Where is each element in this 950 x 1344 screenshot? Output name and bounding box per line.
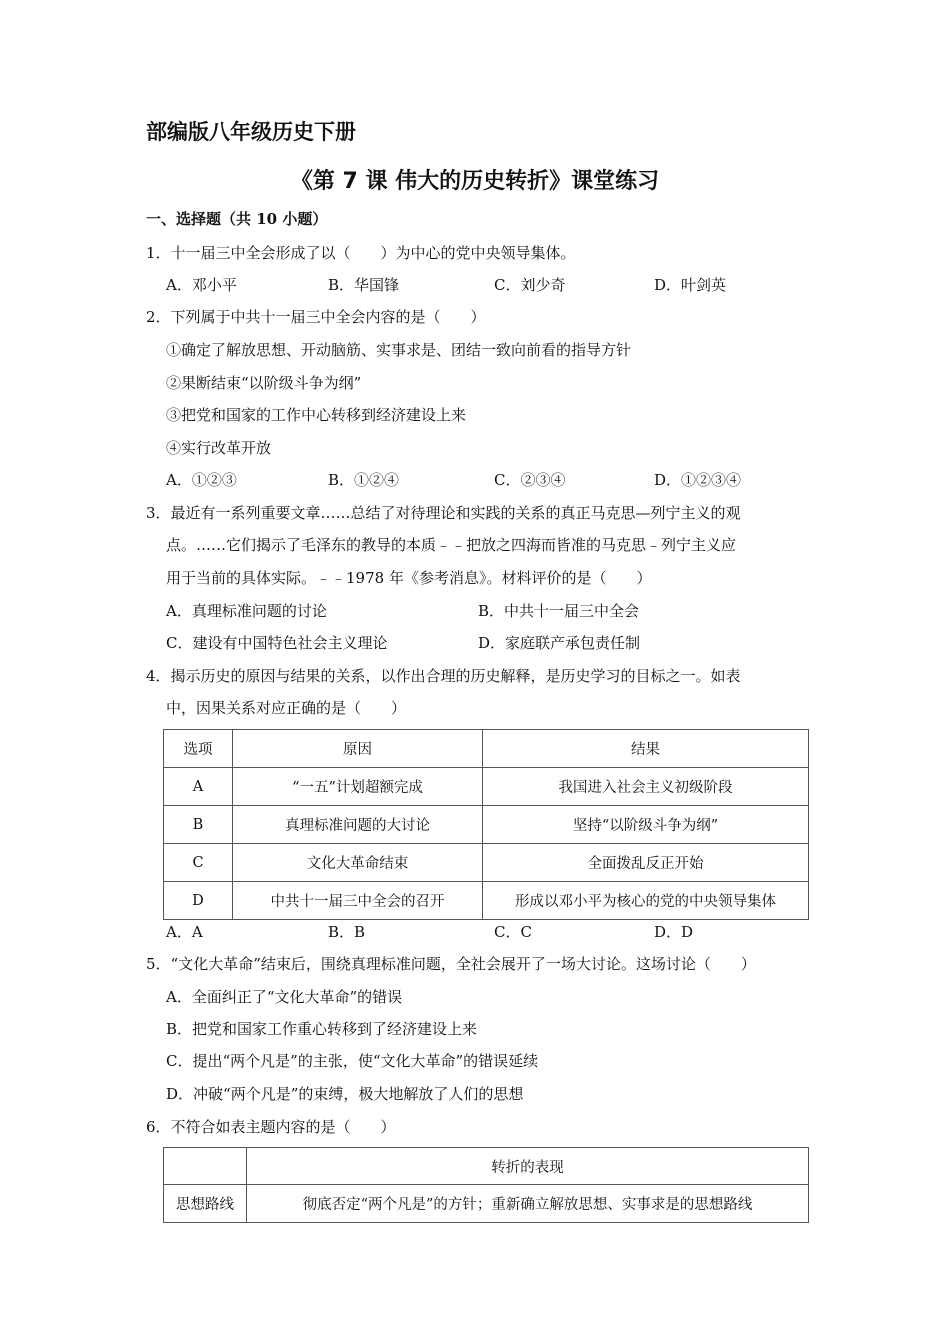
q5-option-d: D．冲破“两个凡是”的束缚，极大地解放了人们的思想 bbox=[166, 1085, 524, 1103]
q4-table-header-row bbox=[164, 730, 809, 768]
table-row bbox=[164, 806, 809, 844]
q4-cell-result: 我国进入社会主义初级阶段 bbox=[483, 768, 809, 806]
q4-cell-cause: 文化大革命结束 bbox=[233, 844, 483, 882]
q3-stem-line-3: 用于当前的具体实际。﹣﹣1978 年《参考消息》。材料评价的是（ ） bbox=[166, 569, 652, 587]
q3-stem-line-1: 3．最近有一系列重要文章……总结了对待理论和实践的关系的真正马克思—列宁主义的观 bbox=[146, 504, 741, 522]
q2-stem: 2．下列属于中共十一届三中全会内容的是（ ） bbox=[146, 308, 486, 326]
q4-header-cause: 原因 bbox=[233, 730, 483, 768]
q4-cell-option: C bbox=[164, 844, 233, 882]
q4-cell-option: B bbox=[164, 806, 233, 844]
q4-cell-result: 形成以邓小平为核心的党的中央领导集体 bbox=[483, 882, 809, 920]
q4-header-result: 结果 bbox=[483, 730, 809, 768]
q4-option-c: C．C bbox=[494, 923, 532, 941]
q4-cell-cause: 中共十一届三中全会的召开 bbox=[233, 882, 483, 920]
q1-option-a: A．邓小平 bbox=[166, 276, 237, 294]
q2-item-1: ①确定了解放思想、开动脑筋、实事求是、团结一致向前看的指导方针 bbox=[166, 341, 632, 359]
q5-option-c: C．提出“两个凡是”的主张，使“文化大革命”的错误延续 bbox=[166, 1052, 539, 1070]
q2-item-2: ②果断结束“以阶级斗争为纲” bbox=[166, 374, 362, 392]
q6-cell-topic: 思想路线 bbox=[164, 1185, 247, 1223]
table-row bbox=[164, 844, 809, 882]
q1-stem: 1．十一届三中全会形成了以（ ）为中心的党中央领导集体。 bbox=[146, 244, 576, 262]
q5-option-b: B．把党和国家工作重心转移到了经济建设上来 bbox=[166, 1020, 478, 1038]
q4-cell-option: A bbox=[164, 768, 233, 806]
q6-table bbox=[163, 1147, 809, 1223]
q2-item-3: ③把党和国家的工作中心转移到经济建设上来 bbox=[166, 406, 467, 424]
q4-stem-line-1: 4．揭示历史的原因与结果的关系，以作出合理的历史解释，是历史学习的目标之一。如表 bbox=[146, 667, 741, 685]
q1-option-b: B．华国锋 bbox=[328, 276, 400, 294]
table-row bbox=[164, 768, 809, 806]
book-title: 部编版八年级历史下册 bbox=[146, 120, 356, 144]
q5-stem: 5．“文化大革命”结束后，围绕真理标准问题，全社会展开了一场大讨论。这场讨论（ ） bbox=[146, 955, 756, 973]
q3-option-c: C．建设有中国特色社会主义理论 bbox=[166, 634, 388, 652]
q6-cell-content: 彻底否定“两个凡是”的方针；重新确立解放思想、实事求是的思想路线 bbox=[247, 1185, 809, 1223]
q2-option-d: D．①②③④ bbox=[654, 471, 742, 489]
lesson-title: 《第 7 课 伟大的历史转折》课堂练习 bbox=[290, 169, 660, 194]
q4-header-option: 选项 bbox=[164, 730, 233, 768]
q4-table bbox=[163, 729, 809, 920]
q3-stem-line-2: 点。……它们揭示了毛泽东的教导的本质﹣﹣把放之四海而皆准的马克思﹣列宁主义应 bbox=[166, 536, 737, 554]
q2-item-4: ④实行改革开放 bbox=[166, 439, 272, 457]
table-row bbox=[164, 1185, 809, 1223]
q3-option-d: D．家庭联产承包责任制 bbox=[478, 634, 641, 652]
q6-table-header-row bbox=[164, 1148, 809, 1185]
q4-option-a: A．A bbox=[166, 923, 203, 941]
q6-stem: 6．不符合如表主题内容的是（ ） bbox=[146, 1118, 396, 1136]
q6-header-blank bbox=[164, 1148, 247, 1185]
q3-option-b: B．中共十一届三中全会 bbox=[478, 602, 640, 620]
q4-stem-line-2: 中，因果关系对应正确的是（ ） bbox=[166, 699, 407, 717]
q4-cell-cause: 真理标准问题的大讨论 bbox=[233, 806, 483, 844]
q2-option-a: A．①②③ bbox=[166, 471, 237, 489]
q5-option-a: A．全面纠正了“文化大革命”的错误 bbox=[166, 988, 403, 1006]
q4-cell-option: D bbox=[164, 882, 233, 920]
q4-cell-result: 全面拨乱反正开始 bbox=[483, 844, 809, 882]
q2-option-b: B．①②④ bbox=[328, 471, 400, 489]
q4-cell-cause: “一五”计划超额完成 bbox=[233, 768, 483, 806]
q4-cell-result: 坚持“以阶级斗争为纲” bbox=[483, 806, 809, 844]
q6-header-turn: 转折的表现 bbox=[247, 1148, 809, 1185]
section-title: 一、选择题（共 10 小题） bbox=[146, 210, 328, 228]
q4-option-b: B．B bbox=[328, 923, 366, 941]
q2-option-c: C．②③④ bbox=[494, 471, 566, 489]
q1-option-c: C．刘少奇 bbox=[494, 276, 566, 294]
q4-option-d: D．D bbox=[654, 923, 694, 941]
q1-option-d: D．叶剑英 bbox=[654, 276, 727, 294]
table-row bbox=[164, 882, 809, 920]
q3-option-a: A．真理标准问题的讨论 bbox=[166, 602, 327, 620]
